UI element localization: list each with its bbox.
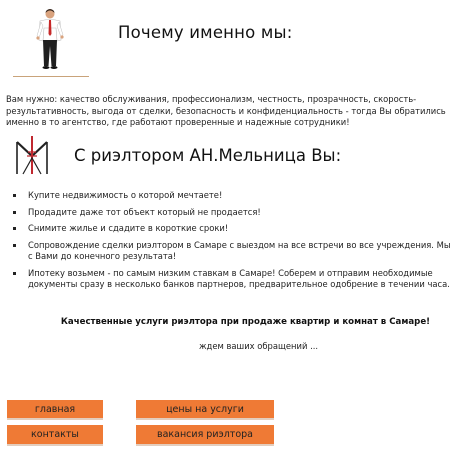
intro-paragraph: Вам нужно: качество обслуживания, профессионализм, честность, прозрачность, скорость-результативность, выгода от сделки, безопасность и конфиденциальность - тогда Вы обратились именно в то агентство, где работают проверенные и надежные сотрудники! [6, 94, 446, 128]
nav-vacancy-button[interactable]: вакансия риэлтора [136, 425, 274, 446]
realtor-heading: С риэлтором АН.Мельница Вы: [74, 146, 342, 165]
nav-contacts-button[interactable]: контакты [7, 425, 103, 446]
waiting-text: ждем ваших обращений ... [199, 341, 319, 351]
list-item: Купите недвижимость о которой мечтаете! [6, 190, 456, 202]
nav-prices-button[interactable]: цены на услуги [136, 400, 274, 420]
why-us-heading: Почему именно мы: [118, 23, 293, 42]
services-tagline: Качественные услуги риэлтора при продаже квартир и комнат в Самаре! [60, 317, 431, 327]
businessman-figure-icon [28, 8, 72, 70]
list-item: Ипотеку возьмем - по самым низким ставкам в Самаре! Соберем и отправим необходимые документы сразу в несколько банков партнеров, предварительное одобрение в течении часа. [6, 268, 456, 291]
windmill-m-logo-icon [14, 134, 50, 176]
header-divider [13, 76, 89, 77]
list-item: Сопровождение сделки риэлтором в Самаре с выездом на все встречи во все учреждения. Мы с Вами до конечного результата! [6, 240, 456, 263]
nav-main-button[interactable]: главная [7, 400, 103, 420]
list-item: Продадите даже тот объект который не продается! [6, 207, 456, 219]
benefits-list [6, 190, 456, 291]
list-item: Снимите жилье и сдадите в короткие сроки! [6, 223, 456, 235]
